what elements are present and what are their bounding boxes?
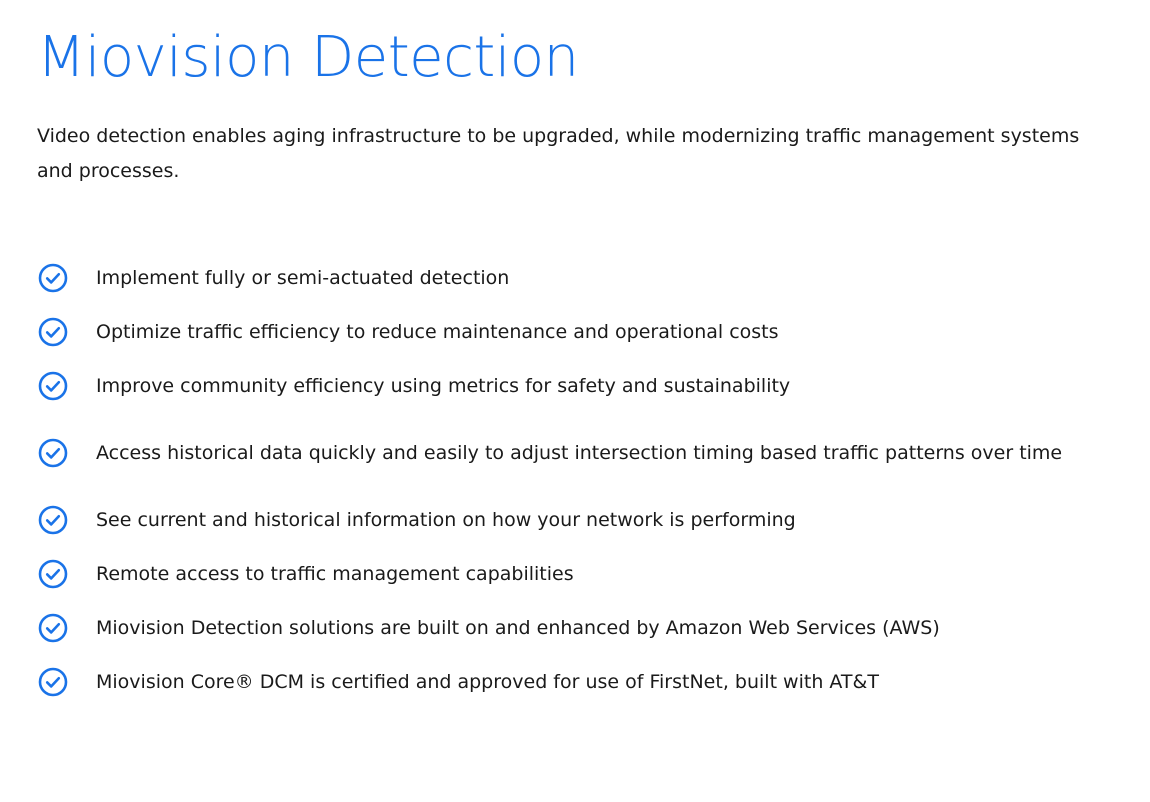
feature-item	[37, 418, 1117, 488]
feature-item	[37, 364, 1117, 408]
feature-item	[37, 256, 1117, 300]
check-circle-icon	[37, 261, 71, 295]
feature-item	[37, 552, 1117, 596]
feature-text: Optimize traffic efficiency to reduce maintenance and operational costs	[96, 320, 779, 343]
feature-text: Implement fully or semi-actuated detection	[96, 266, 510, 289]
feature-item	[37, 606, 1117, 650]
feature-text: Miovision Detection solutions are built on and enhanced by Amazon Web Services (AWS)	[96, 616, 940, 639]
page-title: Miovision Detection	[37, 25, 579, 90]
feature-text: Access historical data quickly and easily to adjust intersection timing based traffic patterns over time	[96, 441, 1063, 464]
feature-text: See current and historical information on how your network is performing	[96, 508, 796, 531]
check-circle-icon	[37, 315, 71, 349]
check-circle-icon	[37, 665, 71, 699]
feature-list	[37, 256, 1117, 714]
check-circle-icon	[37, 503, 71, 537]
feature-item	[37, 660, 1117, 704]
feature-item	[37, 498, 1117, 542]
check-circle-icon	[37, 557, 71, 591]
check-circle-icon	[37, 436, 71, 470]
feature-text: Remote access to traffic management capabilities	[96, 562, 574, 585]
check-circle-icon	[37, 611, 71, 645]
intro-paragraph: Video detection enables aging infrastructure to be upgraded, while modernizing traffic management systems and processes.	[37, 125, 1080, 182]
feature-text: Miovision Core® DCM is certified and approved for use of FirstNet, built with AT&T	[96, 670, 879, 693]
feature-item	[37, 310, 1117, 354]
check-circle-icon	[37, 369, 71, 403]
feature-text: Improve community efficiency using metrics for safety and sustainability	[96, 374, 791, 397]
